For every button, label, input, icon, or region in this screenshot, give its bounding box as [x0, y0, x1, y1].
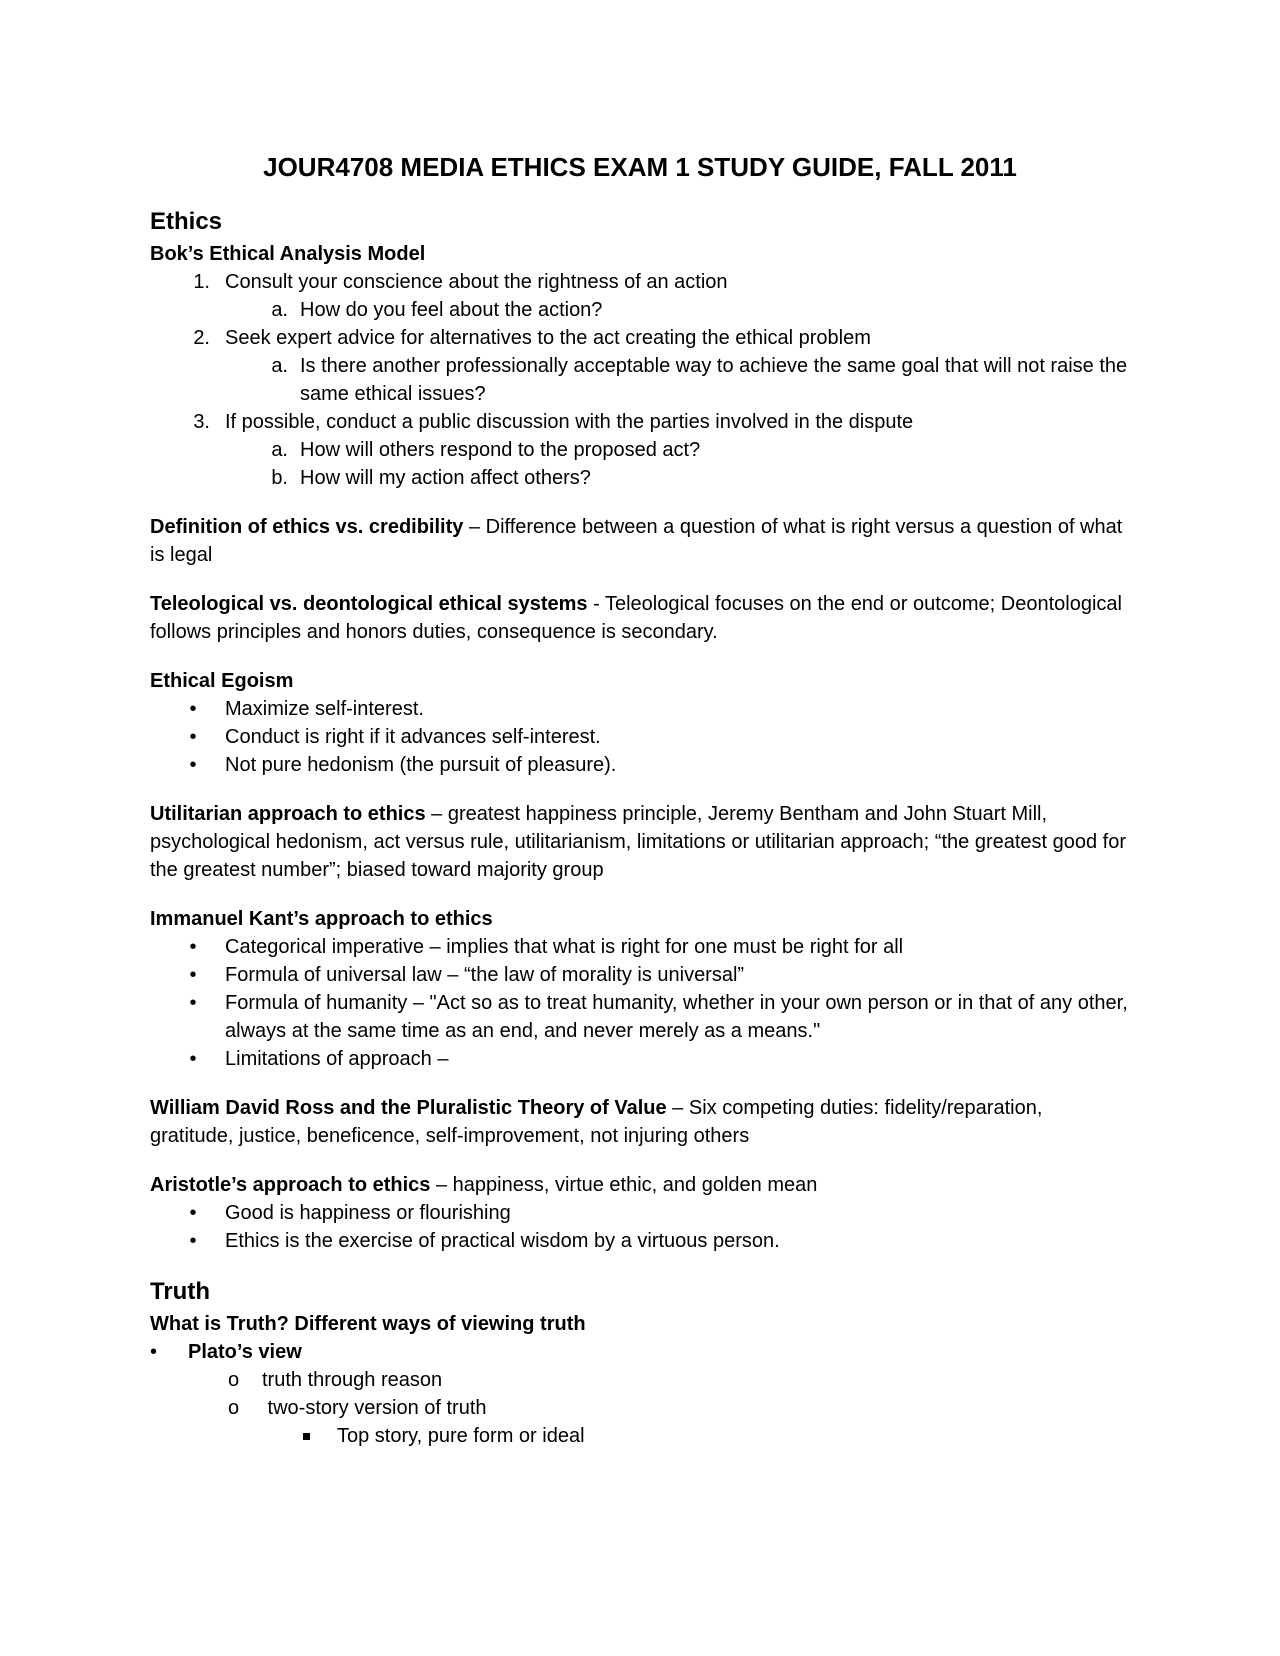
list-number: 3. [193, 411, 210, 433]
definition-text: – Difference between a question of what is right versus a question of what is legal [150, 516, 1123, 566]
list-item-text: Top story, pure form or ideal [337, 1425, 585, 1447]
list-item [150, 1394, 1130, 1450]
list-item-text: Seek expert advice for alternatives to the act creating the ethical problem [225, 327, 871, 349]
list-item [150, 296, 1130, 324]
circle-bullet-icon: o [228, 1369, 240, 1391]
list-item [150, 751, 1130, 779]
bok-model-heading: Bok’s Ethical Analysis Model [150, 243, 426, 265]
list-item-text: How will others respond to the proposed act? [300, 439, 701, 461]
term: Definition of ethics vs. credibility [150, 516, 464, 538]
list-item-text: Consult your conscience about the rightness of an action [225, 271, 728, 293]
bullet-icon: • [189, 992, 197, 1014]
kant-heading: Immanuel Kant’s approach to ethics [150, 908, 493, 930]
bullet-icon: • [189, 964, 197, 986]
list-item [150, 352, 1130, 408]
list-letter: a. [271, 355, 288, 377]
list-item-text: How will my action affect others? [300, 467, 591, 489]
list-item-text: Not pure hedonism (the pursuit of pleasure). [225, 754, 617, 776]
list-item-text: Good is happiness or flourishing [225, 1202, 511, 1224]
section-heading-ethics: Ethics [150, 208, 223, 235]
list-item [150, 1227, 1130, 1255]
list-item [150, 1338, 1130, 1450]
document-title: JOUR4708 MEDIA ETHICS EXAM 1 STUDY GUIDE, FALL 2011 [263, 152, 1017, 182]
sub-list [150, 436, 1130, 492]
list-item [150, 1422, 1130, 1450]
bullet-icon: • [189, 1202, 197, 1224]
list-item [150, 989, 1130, 1045]
square-bullet-icon [303, 1433, 310, 1440]
bok-model-list [150, 268, 1130, 492]
list-item [150, 268, 1130, 324]
section-heading-truth: Truth [150, 1278, 210, 1305]
list-item-text: Is there another professionally acceptable way to achieve the same goal that will not raise the same ethical issues? [300, 355, 1128, 405]
definition-paragraph [150, 513, 1130, 569]
teleological-paragraph [150, 590, 1130, 646]
list-item-text: Ethics is the exercise of practical wisdom by a virtuous person. [225, 1230, 780, 1252]
truth-views-list [150, 1338, 1130, 1450]
definition-text: - Teleological focuses on the end or outcome; Deontological follows principles and honors duties, consequence is secondary. [150, 593, 1122, 643]
definition-text: – happiness, virtue ethic, and golden mean [430, 1174, 818, 1196]
list-item-text: Conduct is right if it advances self-interest. [225, 726, 601, 748]
list-item-text: If possible, conduct a public discussion with the parties involved in the dispute [225, 411, 914, 433]
bullet-icon: • [189, 936, 197, 958]
sub-list [150, 352, 1130, 408]
bullet-icon: • [189, 1230, 197, 1252]
term: Utilitarian approach to ethics [150, 803, 426, 825]
list-item-text: Formula of universal law – “the law of morality is universal” [225, 964, 745, 986]
term: Teleological vs. deontological ethical systems [150, 593, 588, 615]
list-item-text: Formula of humanity – "Act so as to treat humanity, whether in your own person or in that of any other, always at the same time as an end, and never merely as a means." [225, 992, 1128, 1042]
term: Aristotle’s approach to ethics [150, 1174, 431, 1196]
list-number: 2. [193, 327, 210, 349]
bullet-icon: • [189, 698, 197, 720]
list-letter: a. [271, 299, 288, 321]
list-item [150, 324, 1130, 408]
egoism-heading: Ethical Egoism [150, 670, 294, 692]
list-item-text: Limitations of approach – [225, 1048, 449, 1070]
list-letter: a. [271, 439, 288, 461]
bullet-icon: • [189, 726, 197, 748]
list-item [150, 408, 1130, 492]
ross-paragraph [150, 1094, 1130, 1150]
definition-text: – Six competing duties: fidelity/reparation, gratitude, justice, beneficence, self-improvement, not injuring others [150, 1097, 1043, 1147]
sub-list [150, 296, 1130, 324]
sub-list [150, 1422, 1130, 1450]
list-item-text: two-story version of truth [262, 1397, 487, 1419]
utilitarian-paragraph [150, 800, 1130, 884]
bullet-icon: • [150, 1341, 158, 1363]
aristotle-list [150, 1199, 1130, 1255]
list-letter: b. [271, 467, 288, 489]
bullet-icon: • [189, 754, 197, 776]
list-item-text: How do you feel about the action? [300, 299, 603, 321]
list-item-text: Categorical imperative – implies that what is right for one must be right for all [225, 936, 904, 958]
sub-list [150, 1366, 1130, 1450]
list-item-text: Maximize self-interest. [225, 698, 424, 720]
kant-list [150, 933, 1130, 1073]
document-page [150, 150, 1130, 1450]
list-item [150, 933, 1130, 961]
list-item [150, 1366, 1130, 1394]
list-item [150, 436, 1130, 464]
list-item [150, 464, 1130, 492]
egoism-list [150, 695, 1130, 779]
truth-subheading: What is Truth? Different ways of viewing truth [150, 1313, 586, 1335]
bullet-icon: • [189, 1048, 197, 1070]
term: William David Ross and the Pluralistic Theory of Value [150, 1097, 667, 1119]
definition-text: – greatest happiness principle, Jeremy Bentham and John Stuart Mill, psychological hedonism, act versus rule, utilitarianism, limitations or utilitarian approach; “the greatest good for the greatest number”; biased toward majority group [150, 803, 1127, 881]
list-item [150, 1199, 1130, 1227]
list-number: 1. [193, 271, 210, 293]
plato-view-label: Plato’s view [188, 1341, 302, 1363]
list-item-text: truth through reason [262, 1369, 443, 1391]
aristotle-paragraph [150, 1171, 1130, 1199]
list-item [150, 695, 1130, 723]
circle-bullet-icon: o [228, 1397, 240, 1419]
list-item [150, 961, 1130, 989]
list-item [150, 723, 1130, 751]
list-item [150, 1045, 1130, 1073]
